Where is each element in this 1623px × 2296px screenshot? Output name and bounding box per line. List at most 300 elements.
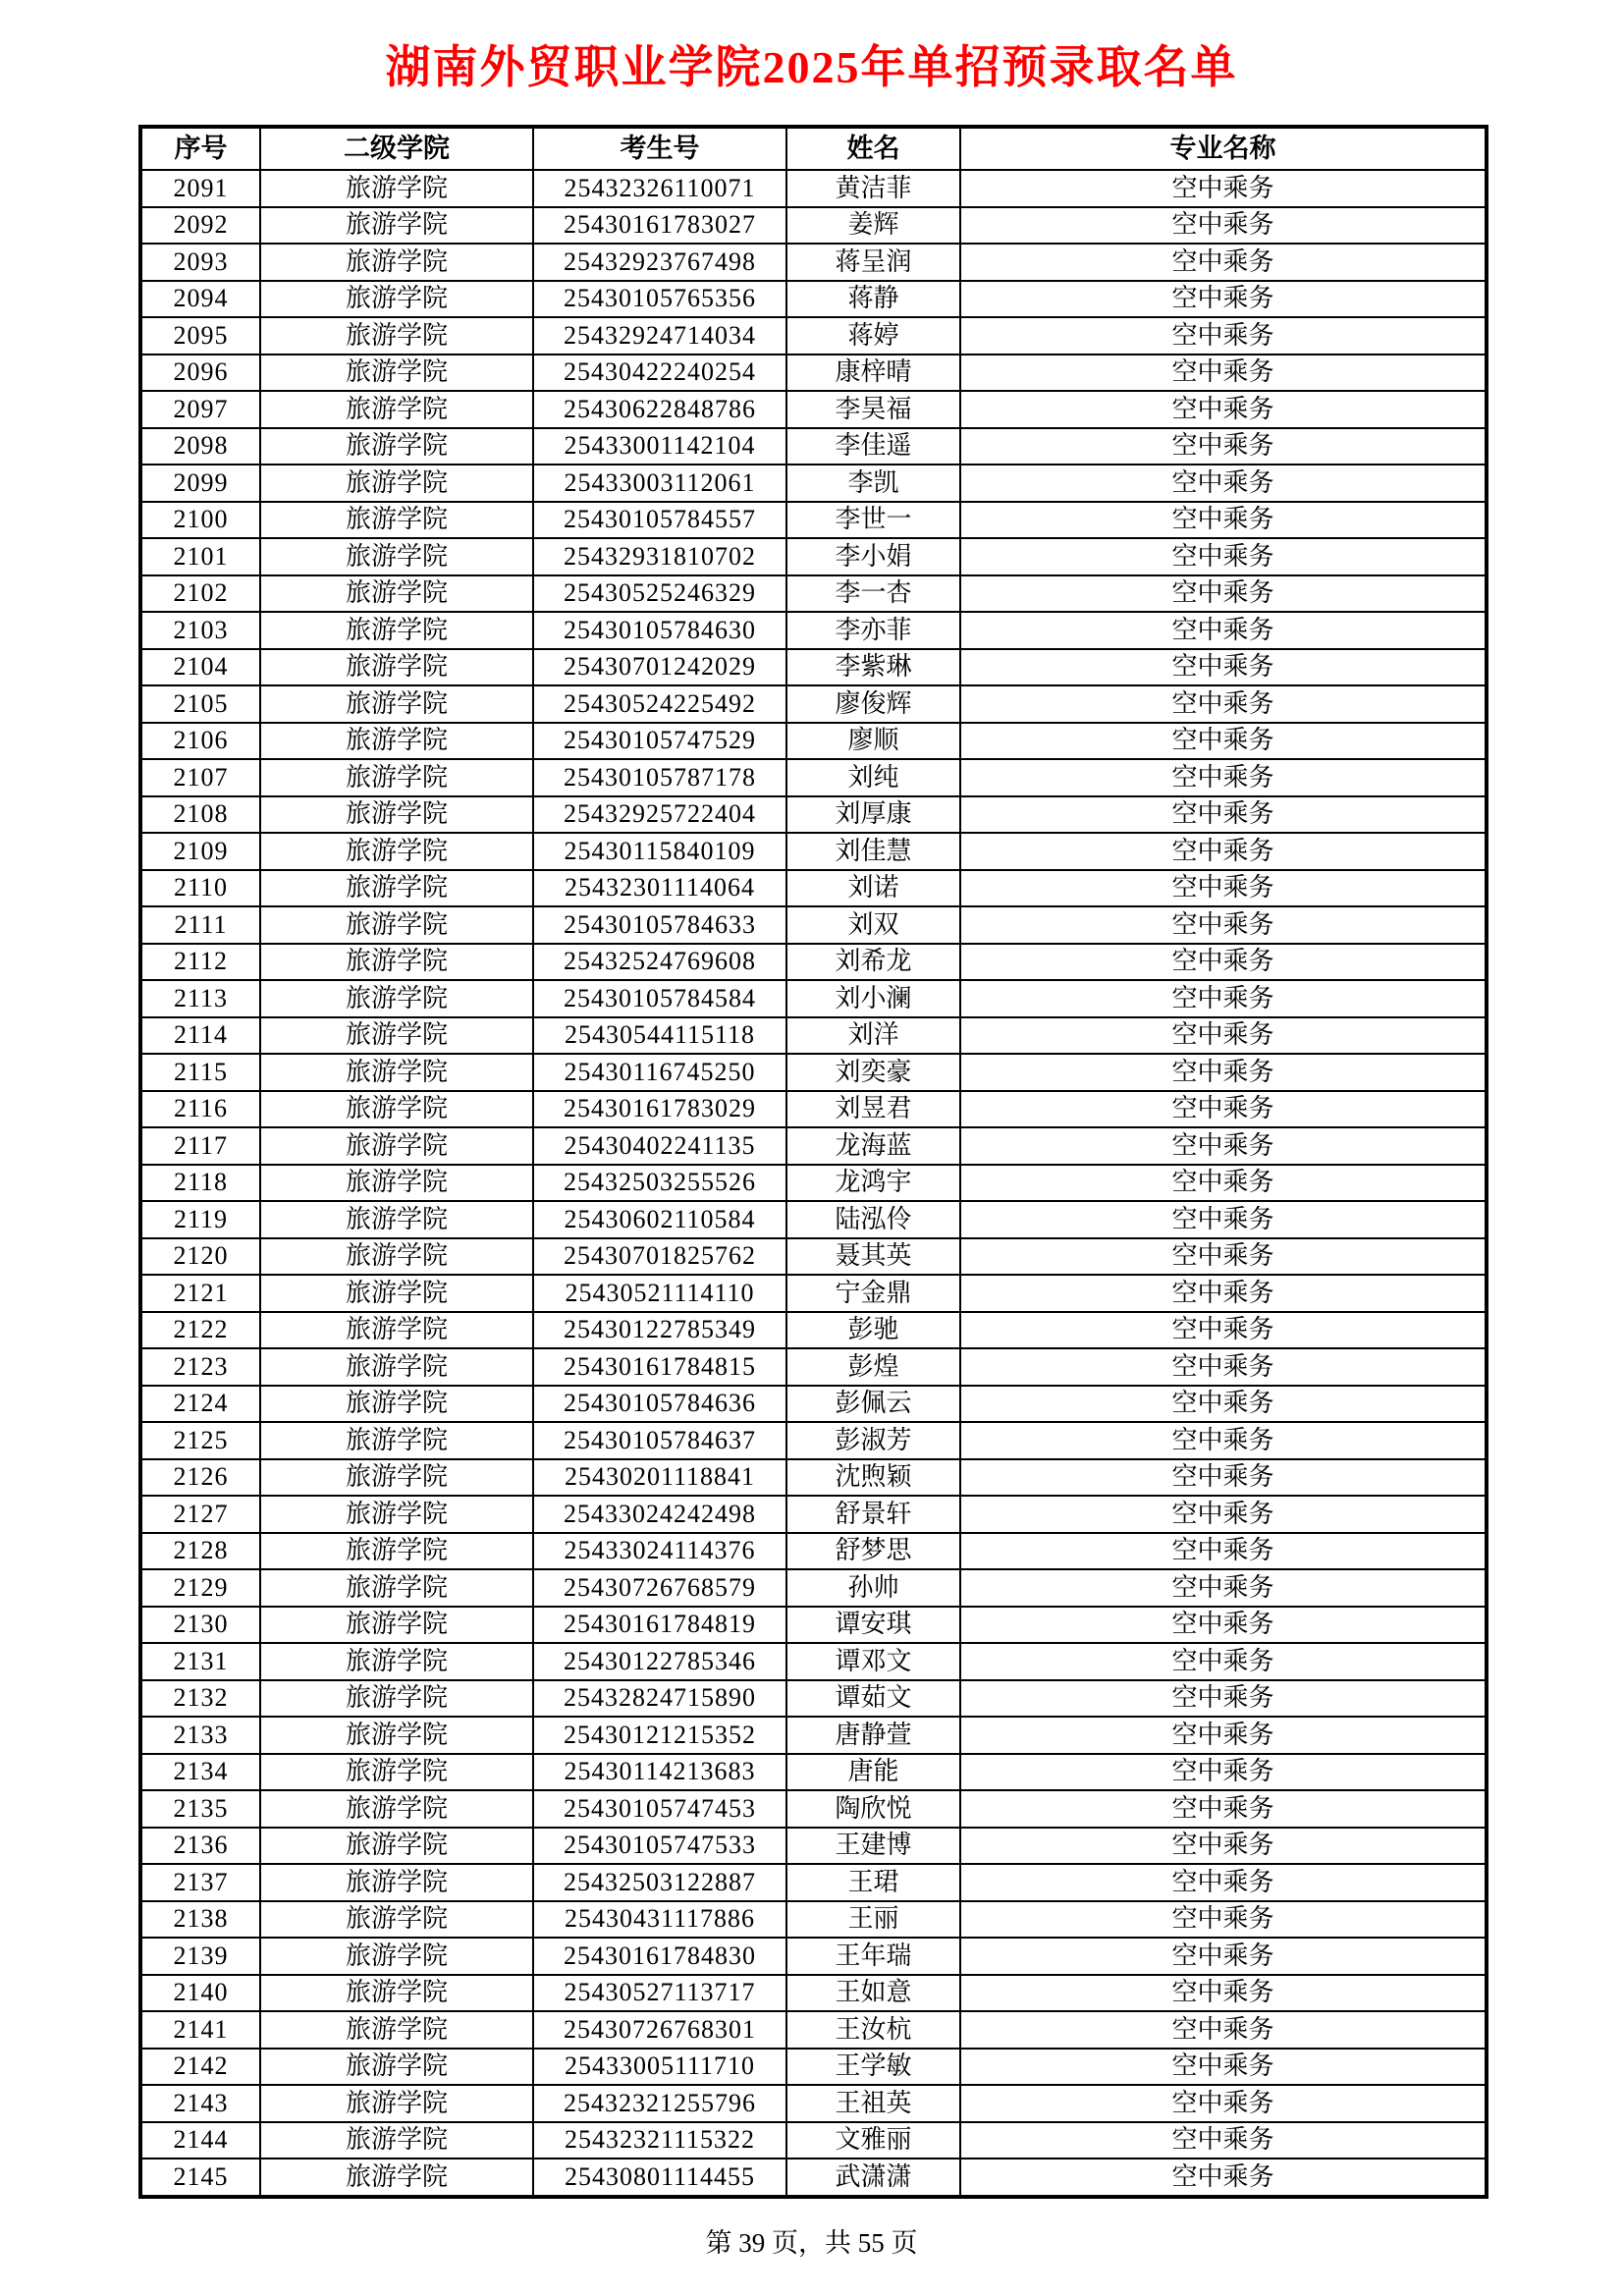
serial-cell: 2139 [140,1938,260,1975]
college-cell: 旅游学院 [260,1680,533,1718]
major-cell: 空中乘务 [960,1533,1487,1570]
table-row [140,391,1487,428]
serial-cell: 2100 [140,502,260,539]
candidate-number-cell: 25430701242029 [533,649,786,686]
name-cell: 刘佳慧 [786,833,960,870]
candidate-number-cell: 25430105784633 [533,906,786,944]
candidate-number-cell: 25432321255796 [533,2085,786,2122]
college-cell: 旅游学院 [260,612,533,649]
serial-cell: 2108 [140,796,260,834]
college-cell: 旅游学院 [260,1864,533,1901]
serial-cell: 2123 [140,1348,260,1386]
table-row [140,980,1487,1017]
name-cell: 孙帅 [786,1569,960,1607]
table-row [140,281,1487,318]
table-row [140,575,1487,613]
major-cell: 空中乘务 [960,723,1487,760]
table-row [140,207,1487,245]
college-cell: 旅游学院 [260,1828,533,1865]
college-cell: 旅游学院 [260,833,533,870]
candidate-number-cell: 25430521114110 [533,1275,786,1312]
major-cell: 空中乘务 [960,1864,1487,1901]
college-cell: 旅游学院 [260,2159,533,2197]
table-row [140,1348,1487,1386]
serial-cell: 2091 [140,170,260,207]
college-cell: 旅游学院 [260,1754,533,1791]
college-cell: 旅游学院 [260,2085,533,2122]
candidate-number-cell: 25432924714034 [533,317,786,355]
college-cell: 旅游学院 [260,2049,533,2086]
table-row [140,502,1487,539]
major-cell: 空中乘务 [960,538,1487,575]
name-cell: 聂其英 [786,1238,960,1276]
header-college: 二级学院 [260,127,533,170]
major-cell: 空中乘务 [960,1054,1487,1091]
major-cell: 空中乘务 [960,317,1487,355]
college-cell: 旅游学院 [260,2122,533,2159]
name-cell: 蒋呈润 [786,244,960,281]
name-cell: 刘洋 [786,1017,960,1055]
major-cell: 空中乘务 [960,1017,1487,1055]
name-cell: 王祖英 [786,2085,960,2122]
candidate-number-cell: 25432503122887 [533,1864,786,1901]
serial-cell: 2107 [140,759,260,796]
name-cell: 谭安琪 [786,1607,960,1644]
serial-cell: 2114 [140,1017,260,1055]
college-cell: 旅游学院 [260,944,533,981]
major-cell: 空中乘务 [960,1680,1487,1718]
college-cell: 旅游学院 [260,1201,533,1238]
name-cell: 陶欣悦 [786,1790,960,1828]
college-cell: 旅游学院 [260,244,533,281]
college-cell: 旅游学院 [260,1054,533,1091]
serial-cell: 2130 [140,1607,260,1644]
candidate-number-cell: 25433003112061 [533,465,786,502]
candidate-number-cell: 25432301114064 [533,870,786,907]
candidate-number-cell: 25433024114376 [533,1533,786,1570]
candidate-number-cell: 25430105784630 [533,612,786,649]
major-cell: 空中乘务 [960,1422,1487,1459]
table-row [140,944,1487,981]
serial-cell: 2129 [140,1569,260,1607]
college-cell: 旅游学院 [260,1348,533,1386]
major-cell: 空中乘务 [960,170,1487,207]
college-cell: 旅游学院 [260,685,533,723]
serial-cell: 2092 [140,207,260,245]
major-cell: 空中乘务 [960,1459,1487,1497]
name-cell: 龙海蓝 [786,1127,960,1165]
candidate-number-cell: 25432524769608 [533,944,786,981]
name-cell: 李紫琳 [786,649,960,686]
name-cell: 舒景轩 [786,1496,960,1533]
major-cell: 空中乘务 [960,1496,1487,1533]
college-cell: 旅游学院 [260,1790,533,1828]
candidate-number-cell: 25433024242498 [533,1496,786,1533]
name-cell: 姜辉 [786,207,960,245]
table-row [140,870,1487,907]
name-cell: 刘昱君 [786,1091,960,1128]
name-cell: 刘纯 [786,759,960,796]
candidate-number-cell: 25430524225492 [533,685,786,723]
table-row [140,1643,1487,1680]
candidate-number-cell: 25430161783029 [533,1091,786,1128]
candidate-number-cell: 25432923767498 [533,244,786,281]
admission-roster-table [138,125,1488,2199]
serial-cell: 2110 [140,870,260,907]
college-cell: 旅游学院 [260,317,533,355]
college-cell: 旅游学院 [260,502,533,539]
candidate-number-cell: 25430161784815 [533,1348,786,1386]
college-cell: 旅游学院 [260,1312,533,1349]
college-cell: 旅游学院 [260,870,533,907]
serial-cell: 2118 [140,1165,260,1202]
college-cell: 旅游学院 [260,1607,533,1644]
table-row [140,465,1487,502]
major-cell: 空中乘务 [960,1790,1487,1828]
name-cell: 王学敏 [786,2049,960,2086]
name-cell: 李昊福 [786,391,960,428]
candidate-number-cell: 25430105784584 [533,980,786,1017]
college-cell: 旅游学院 [260,170,533,207]
candidate-number-cell: 25432925722404 [533,796,786,834]
serial-cell: 2113 [140,980,260,1017]
candidate-number-cell: 25430121215352 [533,1717,786,1754]
serial-cell: 2138 [140,1901,260,1939]
college-cell: 旅游学院 [260,1238,533,1276]
candidate-number-cell: 25430122785346 [533,1643,786,1680]
major-cell: 空中乘务 [960,244,1487,281]
name-cell: 李一杏 [786,575,960,613]
candidate-number-cell: 25430544115118 [533,1017,786,1055]
name-cell: 王建博 [786,1828,960,1865]
candidate-number-cell: 25430105747529 [533,723,786,760]
header-candidate-number: 考生号 [533,127,786,170]
table-row [140,1312,1487,1349]
serial-cell: 2105 [140,685,260,723]
major-cell: 空中乘务 [960,759,1487,796]
serial-cell: 2102 [140,575,260,613]
name-cell: 廖俊辉 [786,685,960,723]
major-cell: 空中乘务 [960,1165,1487,1202]
candidate-number-cell: 25430726768301 [533,2011,786,2049]
name-cell: 李凯 [786,465,960,502]
major-cell: 空中乘务 [960,1754,1487,1791]
name-cell: 谭茹文 [786,1680,960,1718]
serial-cell: 2112 [140,944,260,981]
college-cell: 旅游学院 [260,1422,533,1459]
serial-cell: 2127 [140,1496,260,1533]
serial-cell: 2125 [140,1422,260,1459]
candidate-number-cell: 25433001142104 [533,428,786,465]
name-cell: 李世一 [786,502,960,539]
major-cell: 空中乘务 [960,649,1487,686]
table-row [140,2159,1487,2197]
candidate-number-cell: 25430161783027 [533,207,786,245]
name-cell: 陆泓伶 [786,1201,960,1238]
table-row [140,2049,1487,2086]
serial-cell: 2141 [140,2011,260,2049]
college-cell: 旅游学院 [260,1017,533,1055]
major-cell: 空中乘务 [960,1091,1487,1128]
table-row [140,1238,1487,1276]
major-cell: 空中乘务 [960,796,1487,834]
major-cell: 空中乘务 [960,502,1487,539]
college-cell: 旅游学院 [260,1165,533,1202]
candidate-number-cell: 25432503255526 [533,1165,786,1202]
candidate-number-cell: 25430161784830 [533,1938,786,1975]
table-row [140,1569,1487,1607]
candidate-number-cell: 25430105787178 [533,759,786,796]
college-cell: 旅游学院 [260,906,533,944]
serial-cell: 2124 [140,1386,260,1423]
table-row [140,1127,1487,1165]
major-cell: 空中乘务 [960,1901,1487,1939]
serial-cell: 2098 [140,428,260,465]
table-row [140,1275,1487,1312]
serial-cell: 2094 [140,281,260,318]
serial-cell: 2120 [140,1238,260,1276]
serial-cell: 2116 [140,1091,260,1128]
name-cell: 廖顺 [786,723,960,760]
name-cell: 康梓晴 [786,355,960,392]
college-cell: 旅游学院 [260,1459,533,1497]
college-cell: 旅游学院 [260,1643,533,1680]
table-row [140,1496,1487,1533]
name-cell: 刘双 [786,906,960,944]
serial-cell: 2133 [140,1717,260,1754]
major-cell: 空中乘务 [960,1975,1487,2012]
serial-cell: 2121 [140,1275,260,1312]
serial-cell: 2144 [140,2122,260,2159]
serial-cell: 2131 [140,1643,260,1680]
header-serial: 序号 [140,127,260,170]
major-cell: 空中乘务 [960,1828,1487,1865]
college-cell: 旅游学院 [260,428,533,465]
serial-cell: 2095 [140,317,260,355]
major-cell: 空中乘务 [960,281,1487,318]
table-row [140,1790,1487,1828]
name-cell: 李亦菲 [786,612,960,649]
major-cell: 空中乘务 [960,1607,1487,1644]
major-cell: 空中乘务 [960,1127,1487,1165]
serial-cell: 2106 [140,723,260,760]
name-cell: 宁金鼎 [786,1275,960,1312]
serial-cell: 2126 [140,1459,260,1497]
major-cell: 空中乘务 [960,2122,1487,2159]
name-cell: 文雅丽 [786,2122,960,2159]
college-cell: 旅游学院 [260,2011,533,2049]
serial-cell: 2104 [140,649,260,686]
serial-cell: 2140 [140,1975,260,2012]
name-cell: 王年瑞 [786,1938,960,1975]
candidate-number-cell: 25430105784637 [533,1422,786,1459]
major-cell: 空中乘务 [960,906,1487,944]
serial-cell: 2135 [140,1790,260,1828]
candidate-number-cell: 25430701825762 [533,1238,786,1276]
major-cell: 空中乘务 [960,2159,1487,2197]
table-row [140,1975,1487,2012]
table-row [140,1901,1487,1939]
major-cell: 空中乘务 [960,1717,1487,1754]
serial-cell: 2136 [140,1828,260,1865]
major-cell: 空中乘务 [960,207,1487,245]
table-row [140,1717,1487,1754]
table-row [140,1828,1487,1865]
name-cell: 王汝杭 [786,2011,960,2049]
table-row [140,1165,1487,1202]
serial-cell: 2117 [140,1127,260,1165]
table-row [140,1459,1487,1497]
candidate-number-cell: 25430801114455 [533,2159,786,2197]
major-cell: 空中乘务 [960,355,1487,392]
name-cell: 蒋静 [786,281,960,318]
candidate-number-cell: 25430527113717 [533,1975,786,2012]
table-row [140,1938,1487,1975]
table-row [140,649,1487,686]
table-row [140,685,1487,723]
table-row [140,2011,1487,2049]
page-title: 湖南外贸职业学院2025年单招预录取名单 [385,42,1238,92]
college-cell: 旅游学院 [260,1717,533,1754]
candidate-number-cell: 25430602110584 [533,1201,786,1238]
major-cell: 空中乘务 [960,833,1487,870]
candidate-number-cell: 25432326110071 [533,170,786,207]
candidate-number-cell: 25430525246329 [533,575,786,613]
name-cell: 王丽 [786,1901,960,1939]
college-cell: 旅游学院 [260,207,533,245]
table-row [140,796,1487,834]
name-cell: 彭佩云 [786,1386,960,1423]
major-cell: 空中乘务 [960,2049,1487,2086]
serial-cell: 2115 [140,1054,260,1091]
college-cell: 旅游学院 [260,355,533,392]
name-cell: 刘小澜 [786,980,960,1017]
candidate-number-cell: 25430161784819 [533,1607,786,1644]
name-cell: 沈煦颖 [786,1459,960,1497]
name-cell: 舒梦思 [786,1533,960,1570]
table-row [140,1422,1487,1459]
table-row [140,759,1487,796]
name-cell: 彭淑芳 [786,1422,960,1459]
college-cell: 旅游学院 [260,575,533,613]
candidate-number-cell: 25430201118841 [533,1459,786,1497]
major-cell: 空中乘务 [960,1275,1487,1312]
table-row [140,1607,1487,1644]
table-row [140,723,1487,760]
major-cell: 空中乘务 [960,575,1487,613]
table-row [140,1754,1487,1791]
table-row [140,2122,1487,2159]
table-row [140,170,1487,207]
header-name: 姓名 [786,127,960,170]
table-row [140,2085,1487,2122]
college-cell: 旅游学院 [260,465,533,502]
name-cell: 唐静萱 [786,1717,960,1754]
candidate-number-cell: 25430115840109 [533,833,786,870]
serial-cell: 2103 [140,612,260,649]
name-cell: 李佳遥 [786,428,960,465]
table-row [140,612,1487,649]
major-cell: 空中乘务 [960,685,1487,723]
serial-cell: 2097 [140,391,260,428]
major-cell: 空中乘务 [960,1938,1487,1975]
serial-cell: 2122 [140,1312,260,1349]
major-cell: 空中乘务 [960,2085,1487,2122]
serial-cell: 2145 [140,2159,260,2197]
table-row [140,1533,1487,1570]
table-row [140,317,1487,355]
serial-cell: 2134 [140,1754,260,1791]
name-cell: 武潇潇 [786,2159,960,2197]
name-cell: 李小娟 [786,538,960,575]
college-cell: 旅游学院 [260,1533,533,1570]
major-cell: 空中乘务 [960,428,1487,465]
serial-cell: 2111 [140,906,260,944]
candidate-number-cell: 25430105747453 [533,1790,786,1828]
table-row [140,1386,1487,1423]
candidate-number-cell: 25432321115322 [533,2122,786,2159]
major-cell: 空中乘务 [960,1348,1487,1386]
college-cell: 旅游学院 [260,1386,533,1423]
table-row [140,1017,1487,1055]
name-cell: 刘希龙 [786,944,960,981]
name-cell: 彭驰 [786,1312,960,1349]
candidate-number-cell: 25430114213683 [533,1754,786,1791]
major-cell: 空中乘务 [960,1643,1487,1680]
college-cell: 旅游学院 [260,1901,533,1939]
table-row [140,428,1487,465]
header-major: 专业名称 [960,127,1487,170]
major-cell: 空中乘务 [960,870,1487,907]
name-cell: 刘诺 [786,870,960,907]
college-cell: 旅游学院 [260,281,533,318]
major-cell: 空中乘务 [960,612,1487,649]
major-cell: 空中乘务 [960,465,1487,502]
major-cell: 空中乘务 [960,944,1487,981]
candidate-number-cell: 25433005111710 [533,2049,786,2086]
serial-cell: 2093 [140,244,260,281]
table-row [140,538,1487,575]
major-cell: 空中乘务 [960,980,1487,1017]
college-cell: 旅游学院 [260,723,533,760]
name-cell: 黄洁菲 [786,170,960,207]
name-cell: 刘厚康 [786,796,960,834]
candidate-number-cell: 25430105784636 [533,1386,786,1423]
candidate-number-cell: 25430431117886 [533,1901,786,1939]
serial-cell: 2096 [140,355,260,392]
candidate-number-cell: 25430622848786 [533,391,786,428]
major-cell: 空中乘务 [960,1569,1487,1607]
name-cell: 王如意 [786,1975,960,2012]
college-cell: 旅游学院 [260,1275,533,1312]
college-cell: 旅游学院 [260,796,533,834]
name-cell: 蒋婷 [786,317,960,355]
candidate-number-cell: 25432931810702 [533,538,786,575]
college-cell: 旅游学院 [260,1975,533,2012]
page-footer: 第 39 页，共 55 页 [705,2228,918,2258]
candidate-number-cell: 25430116745250 [533,1054,786,1091]
table-row [140,1864,1487,1901]
college-cell: 旅游学院 [260,1091,533,1128]
table-row [140,1091,1487,1128]
serial-cell: 2132 [140,1680,260,1718]
serial-cell: 2128 [140,1533,260,1570]
table-row [140,1054,1487,1091]
table-row [140,244,1487,281]
college-cell: 旅游学院 [260,391,533,428]
college-cell: 旅游学院 [260,649,533,686]
serial-cell: 2109 [140,833,260,870]
